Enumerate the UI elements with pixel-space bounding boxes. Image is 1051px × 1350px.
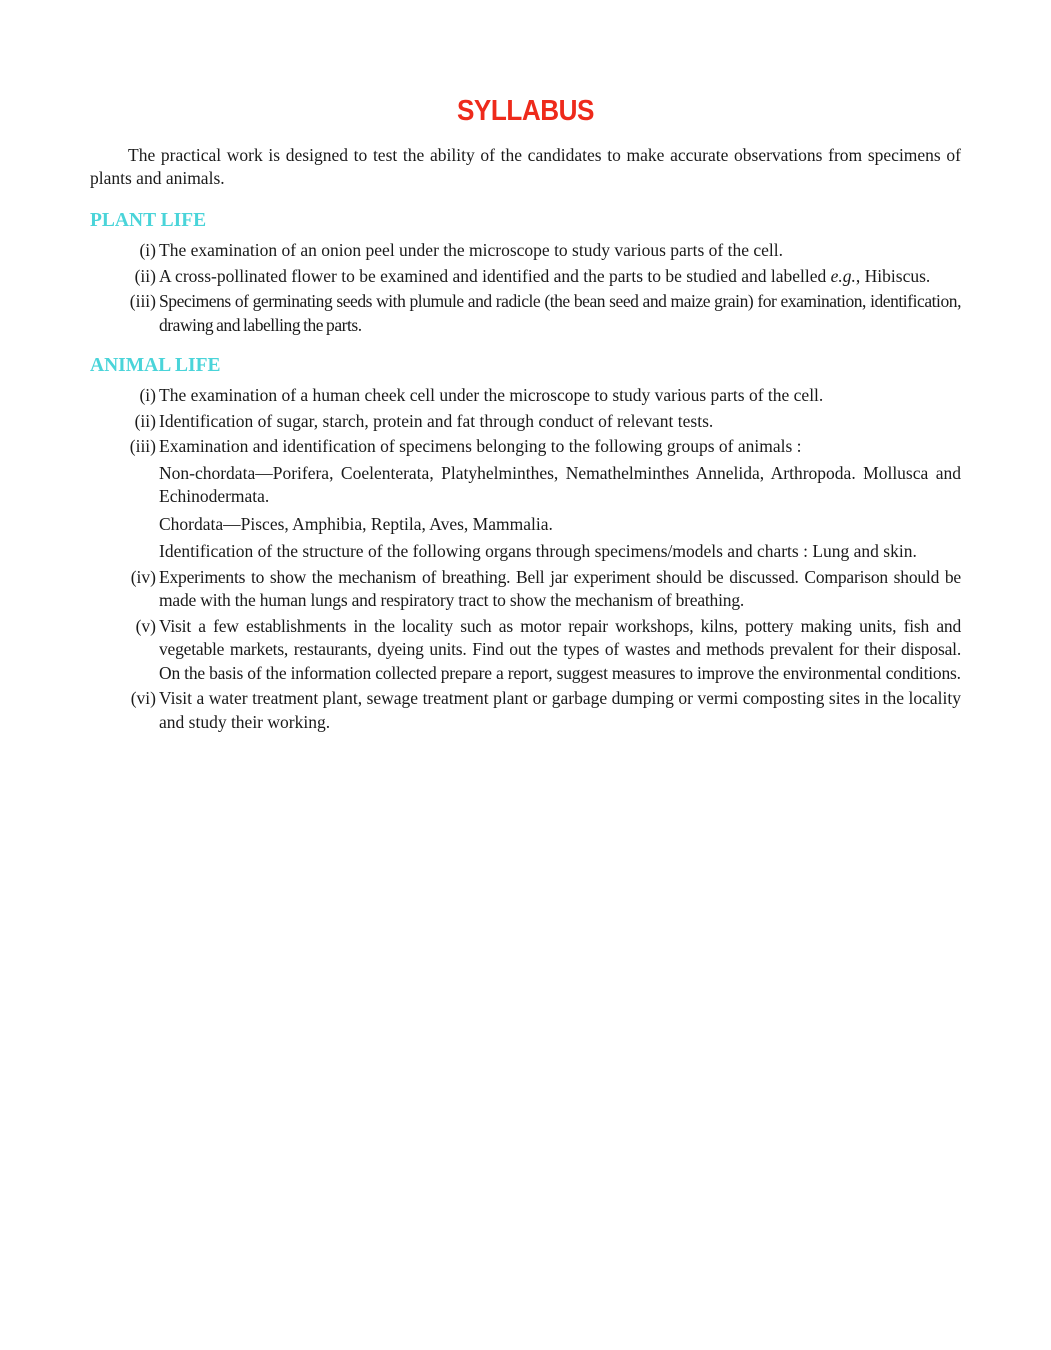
intro-paragraph: The practical work is designed to test the ability of the candidates to make accurate observations from specimens of plants and animals. [90, 145, 961, 188]
item-text: Visit a few establishments in the locality such as motor repair workshops, kilns, pottery making units, fish and vegetable markets, restaurants, dyeing units. Find out the types of wastes and methods prevalent for their disposal. On the basis of the information collected prepare a report, suggest measures to improve the environmental conditions. [159, 615, 961, 683]
list-item [90, 410, 961, 434]
chordata-paragraph: Chordata—Pisces, Amphibia, Reptila, Aves, Mammalia. [159, 513, 553, 534]
list-item [90, 265, 961, 289]
animal-life-list [90, 384, 961, 734]
item-text: Visit a water treatment plant, sewage treatment plant or garbage dumping or vermi composting sites in the locality and study their working. [159, 688, 961, 732]
non-chordata-paragraph: Non-chordata—Porifera, Coelenterata, Platyhelminthes, Nemathelminthes Annelida, Arthropoda. Mollusca and Echinodermata. [159, 462, 961, 506]
item-number: (ii) [134, 410, 156, 431]
animal-life-heading: ANIMAL LIFE [90, 355, 221, 376]
item-text: The examination of a human cheek cell under the microscope to study various parts of the cell. [159, 385, 824, 405]
item-number: (i) [139, 385, 156, 405]
item-number: (iii) [129, 436, 156, 456]
organs-paragraph: Identification of the structure of the following organs through specimens/models and charts : Lung and skin. [159, 541, 917, 561]
item-number: (iii) [129, 291, 156, 311]
item-text-italic: e.g. [830, 265, 856, 286]
list-item [90, 239, 961, 263]
list-item [90, 566, 961, 613]
list-item [90, 290, 961, 337]
item-text: Examination and identification of specimens belonging to the following groups of animals : [159, 436, 802, 456]
item-text: Identification of sugar, starch, protein and fat through conduct of relevant tests. [159, 410, 714, 431]
page-title: SYLLABUS [456, 95, 595, 127]
item-number: (i) [139, 240, 156, 260]
plant-life-heading: PLANT LIFE [90, 210, 207, 231]
item-text: A cross-pollinated flower to be examined and identified and the parts to be studied and labelled [159, 265, 831, 286]
item-number: (iv) [130, 566, 156, 587]
plant-life-list [90, 239, 961, 337]
syllabus-page [90, 95, 961, 751]
item-text: The examination of an onion peel under the microscope to study various parts of the cell. [159, 240, 783, 260]
item-number: (ii) [134, 265, 156, 286]
item-text-after: , Hibiscus. [855, 265, 931, 286]
item-text: Experiments to show the mechanism of breathing. Bell jar experiment should be discussed. Comparison should be made with the human lungs and respiratory tract to show the mechanism of breathing. [159, 566, 961, 610]
item-number: (v) [135, 615, 156, 636]
list-item [90, 435, 961, 564]
list-item [90, 687, 961, 734]
list-item [90, 615, 961, 686]
item-text: Specimens of germinating seeds with plumule and radicle (the bean seed and maize grain) for examination, identification, drawing and labelling the parts. [159, 291, 961, 335]
item-number: (vi) [130, 688, 156, 708]
list-item [90, 384, 961, 408]
